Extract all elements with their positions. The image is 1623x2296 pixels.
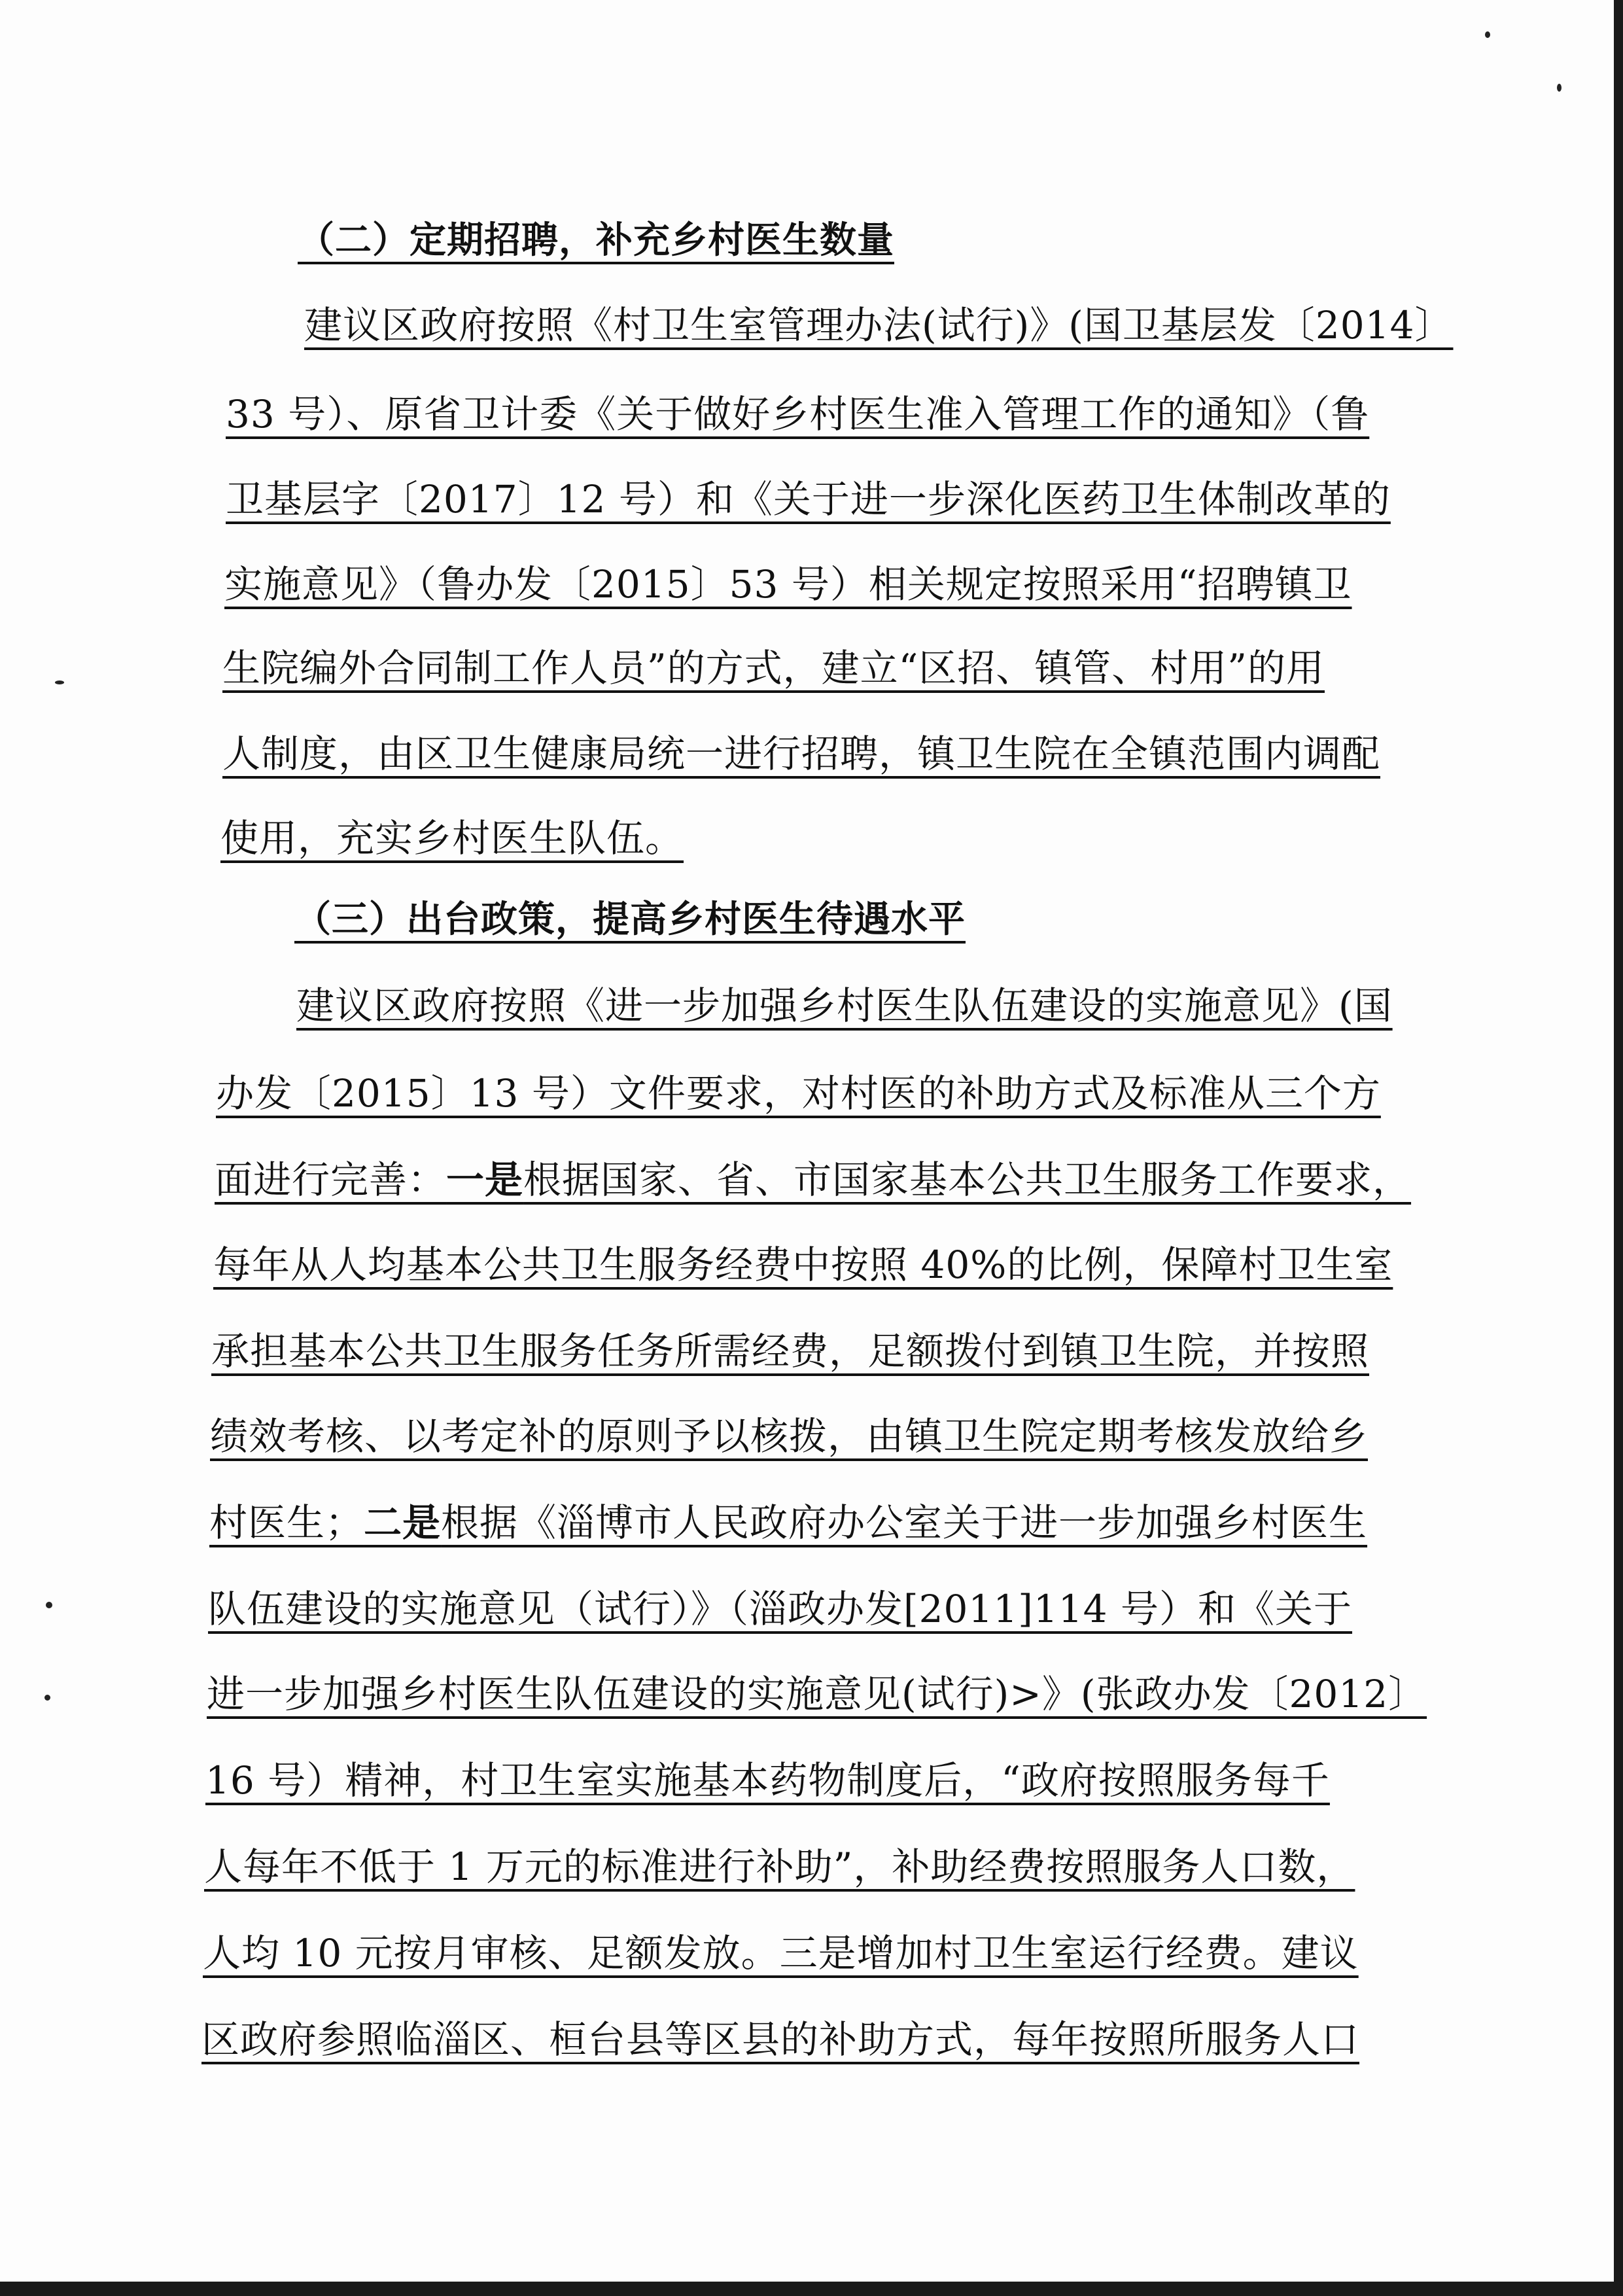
scan-speck (55, 680, 64, 684)
paragraph-line: 建议区政府按照《进一步加强乡村医生队伍建设的实施意见》(国 (296, 983, 1393, 1028)
paragraph-line: 承担基本公共卫生服务任务所需经费，足额拨付到镇卫生院，并按照 (211, 1329, 1370, 1373)
paragraph-line: 每年从人均基本公共卫生服务经费中按照 40%的比例，保障村卫生室 (213, 1243, 1393, 1287)
paragraph-line (215, 1157, 1411, 1203)
paragraph-line: 绩效考核、以考定补的原则予以核拨，由镇卫生院定期考核发放给乡 (210, 1414, 1369, 1458)
paragraph-line: 办发〔2015〕13 号）文件要求，对村医的补助方式及标准从三个方 (216, 1071, 1381, 1116)
text-run: 面进行完善： (215, 1157, 447, 1202)
paragraph-line: 人每年不低于 1 万元的标准进行补助”，补助经费按照服务人口数， (204, 1845, 1355, 1889)
scan-speck (1557, 84, 1562, 92)
section-heading: （二）定期招聘，补充乡村医生数量 (298, 219, 894, 262)
section-heading: （三）出台政策，提高乡村医生待遇水平 (294, 898, 966, 941)
paragraph-line: 16 号）精神，村卫生室实施基本药物制度后，“政府按照服务每千 (205, 1758, 1330, 1803)
paragraph-line: 使用，充实乡村医生队伍。 (220, 816, 684, 860)
bold-marker: 一是 (446, 1157, 524, 1202)
paragraph-line: 建议区政府按照《村卫生室管理办法(试行)》(国卫基层发〔2014〕 (304, 303, 1454, 347)
scan-edge-right (1614, 0, 1623, 2296)
paragraph-line: 进一步加强乡村医生队伍建设的实施意见(试行)>》(张政办发〔2012〕 (207, 1672, 1427, 1716)
paragraph-line: 33 号）、原省卫计委《关于做好乡村医生准入管理工作的通知》（鲁 (226, 392, 1370, 436)
paragraph-line: 人均 10 元按月审核、足额发放。三是增加村卫生室运行经费。建议 (203, 1931, 1359, 1975)
scan-speck (46, 1602, 52, 1608)
text-run: 村医生； (209, 1500, 364, 1545)
bold-marker: 二是 (364, 1500, 442, 1545)
paragraph-line: 生院编外合同制工作人员”的方式，建立“区招、镇管、村用”的用 (222, 646, 1325, 690)
paragraph-line: 实施意见》（鲁办发〔2015〕53 号）相关规定按照采用“招聘镇卫 (224, 562, 1352, 607)
paragraph-line: 区政府参照临淄区、桓台县等区县的补助方式，每年按照所服务人口 (201, 2017, 1360, 2062)
paragraph-line (209, 1500, 1367, 1545)
paragraph-line: 队伍建设的实施意见（试行）》（淄政办发[2011]114 号）和《关于 (208, 1587, 1353, 1631)
scan-edge-bottom (0, 2282, 1623, 2296)
paragraph-line: 卫基层字〔2017〕12 号）和《关于进一步深化医药卫生体制改革的 (226, 477, 1391, 521)
paragraph-line: 人制度，由区卫生健康局统一进行招聘，镇卫生院在全镇范围内调配 (222, 732, 1381, 776)
scan-speck (44, 1695, 50, 1701)
text-run: 根据《淄博市人民政府办公室关于进一步加强乡村医生 (441, 1500, 1368, 1545)
text-run: 根据国家、省、市国家基本公共卫生服务工作要求， (523, 1157, 1412, 1202)
scan-speck (1485, 31, 1490, 38)
